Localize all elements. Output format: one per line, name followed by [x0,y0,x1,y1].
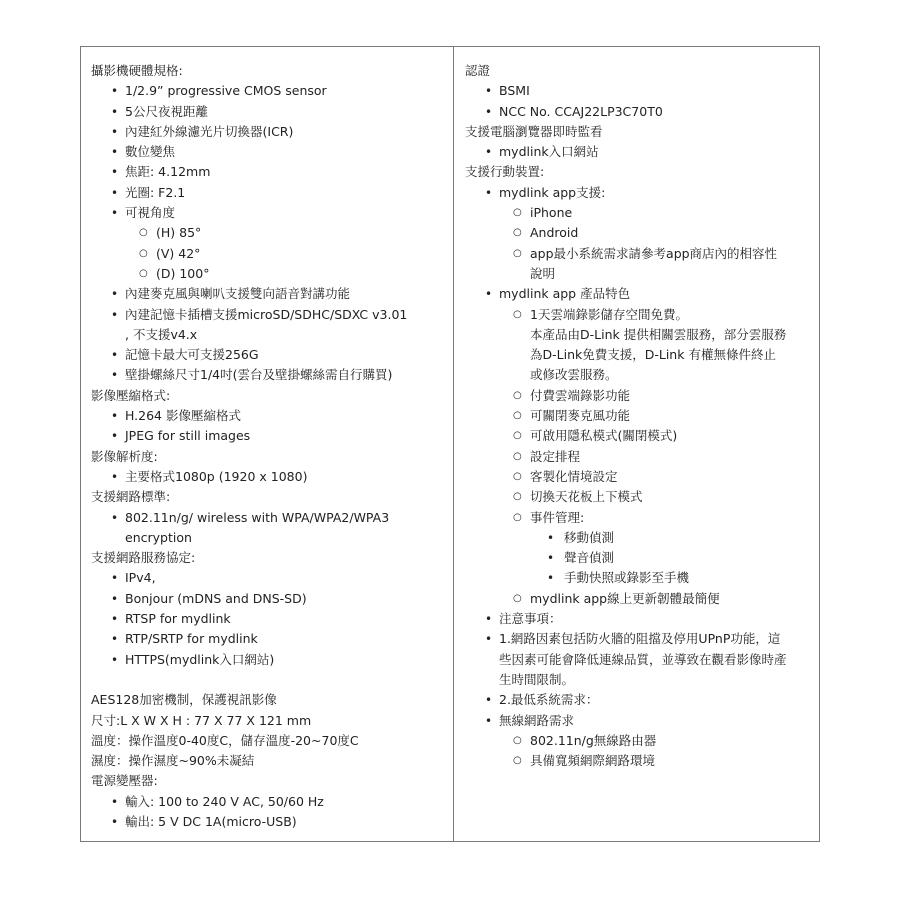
item-text: 主要格式1080p (1920 x 1080) [125,468,308,484]
item-text: 或修改雲服務。 [530,367,618,383]
list-item [465,629,813,649]
item-text: 可啟用隱私模式(關閉模式) [530,428,678,444]
item-text: 802.11n/g無線路由器 [530,732,657,748]
bullet-icon: • [111,206,119,221]
sub-list-item [465,751,813,771]
sub-list-item-continuation [465,365,813,385]
list-item [465,690,813,710]
item-text: 影像解析度: [91,448,158,464]
bullet-icon: • [111,632,119,647]
bullet-icon: • [111,368,119,383]
sub-list-item-continuation [465,325,813,345]
item-text: 客製化情境設定 [530,468,618,484]
bullet-icon: • [485,693,493,708]
sub-list-item [465,487,813,507]
sub-list-item [465,203,813,223]
bullet-icon: • [485,104,493,119]
item-text: 1.網路因素包括防火牆的阻擋及停用UPnP功能，這 [499,631,781,647]
item-text: 光圈: F2.1 [125,184,186,200]
item-text: 內建麥克風與喇叭支援雙向語音對講功能 [125,286,351,302]
item-text: 溫度：操作溫度0-40度C，儲存溫度-20~70度C [91,732,359,748]
item-text: 焦距: 4.12mm [125,164,211,180]
item-text: NCC No. CCAJ22LP3C70T0 [499,103,663,119]
list-item [91,365,449,385]
list-item [91,467,449,487]
spec-table [80,46,820,842]
item-text: JPEG for still images [125,428,251,444]
item-text: Bonjour (mDNS and DNS-SD) [125,590,307,606]
list-item [91,102,449,122]
bullet-icon: • [111,145,119,160]
right-spec-column [465,61,813,771]
list-item [91,589,449,609]
item-text: 具備寬頻網際網路環境 [530,753,656,769]
list-item [465,183,813,203]
bullet-icon: • [111,124,119,139]
item-text: 尺寸:L X W X H : 77 X 77 X 121 mm [91,712,312,728]
item-text: 付費雲端錄影功能 [530,387,631,403]
item-text: 1天雲端錄影儲存空間免費。 [530,306,688,322]
bullet-icon: • [111,348,119,363]
item-text: 影像壓縮格式: [91,387,171,403]
hollow-bullet-icon: ○ [513,450,522,462]
bullet-icon: • [485,145,493,160]
section-heading [91,690,449,710]
hollow-bullet-icon: ○ [513,389,522,401]
bullet-icon: • [485,713,493,728]
section-heading [91,548,449,568]
list-item [91,345,449,365]
item-text: (D) 100° [156,265,210,281]
bullet-icon: • [485,632,493,647]
sub-sub-list-item [465,568,813,588]
list-item [91,406,449,426]
item-text: 1/2.9” progressive CMOS sensor [125,83,327,99]
item-text: 攝影機硬體規格: [91,63,183,78]
item-text: 生時間限制。 [499,671,575,687]
sub-list-item [465,731,813,751]
bullet-icon: • [485,612,493,627]
item-text: Android [530,225,579,241]
item-text: 支援電腦瀏覽器即時監看 [465,123,603,139]
hollow-bullet-icon: ○ [513,430,522,442]
item-text: AES128加密機制，保護視訊影像 [91,692,277,708]
hollow-bullet-icon: ○ [513,511,522,523]
hollow-bullet-icon: ○ [513,207,522,219]
item-text: 為D-Link免費支援，D-Link 有權無條件終止 [530,347,776,363]
item-text: 聲音偵測 [564,550,615,566]
item-text: 移動偵測 [564,529,615,545]
list-item [91,792,449,812]
list-item [91,305,449,325]
list-item [465,284,813,304]
bullet-icon: • [547,530,555,545]
item-text: app最小系統需求請參考app商店內的相容性 [530,245,778,261]
item-text: 切換天花板上下模式 [530,489,643,505]
bullet-icon: • [111,510,119,525]
list-item [91,508,449,528]
column-divider [453,47,454,841]
list-item [465,711,813,731]
list-item-continuation [465,670,813,690]
hollow-bullet-icon: ○ [513,491,522,503]
item-text: 數位變焦 [125,144,176,160]
sub-list-item [465,406,813,426]
item-text: BSMI [499,83,530,99]
bullet-icon: • [111,287,119,302]
section-heading [91,447,449,467]
hollow-bullet-icon: ○ [513,470,522,482]
item-text: , 不支援v4.x [125,326,198,342]
sub-sub-list-item [465,548,813,568]
list-item [91,426,449,446]
item-text: 設定排程 [530,448,581,464]
list-item [465,142,813,162]
list-item [91,609,449,629]
item-text: mydlink app 產品特色 [499,286,631,302]
item-text: 內建記憶卡插槽支援microSD/SDHC/SDXC v3.01 [125,306,408,322]
bullet-icon: • [111,104,119,119]
list-item-continuation [465,650,813,670]
item-text: 注意事項： [499,611,562,627]
item-text: 些因素可能會降低連線品質，並導致在觀看影像時產 [499,651,787,667]
section-heading [91,711,449,731]
sub-list-item [465,244,813,264]
list-item [91,81,449,101]
list-item [91,162,449,182]
sub-list-item [465,223,813,243]
item-text: 輸出: 5 V DC 1A(micro-USB) [125,813,297,829]
sub-list-item [91,264,449,284]
bullet-icon: • [111,469,119,484]
bullet-icon: • [111,794,119,809]
item-text: encryption [125,529,192,545]
list-item [91,812,449,832]
bullet-icon: • [111,652,119,667]
item-text: 電源變壓器: [91,773,158,789]
section-heading [465,61,813,81]
section-heading [91,771,449,791]
sub-list-item [465,426,813,446]
item-text: 可關閉麥克風功能 [530,408,631,424]
list-item [91,568,449,588]
item-text: 認證 [465,63,491,78]
item-text: 手動快照或錄影至手機 [564,570,690,586]
item-text: 802.11n/g/ wireless with WPA/WPA2/WPA3 [125,509,390,525]
bullet-icon: • [111,429,119,444]
item-text: RTSP for mydlink [125,611,231,627]
item-text: (H) 85° [156,225,202,241]
bullet-icon: • [111,571,119,586]
hollow-bullet-icon: ○ [139,267,148,279]
list-item [91,183,449,203]
sub-list-item-continuation [465,264,813,284]
item-text: 2.最低系統需求： [499,692,599,708]
section-heading [91,61,449,81]
item-text: mydlink app線上更新韌體最簡便 [530,590,720,606]
sub-sub-list-item [465,528,813,548]
item-text: 記憶卡最大可支援256G [125,347,259,363]
item-text: 可視角度 [125,205,176,221]
sub-list-item [465,386,813,406]
item-text: 無線網路需求 [499,712,575,728]
section-heading [91,487,449,507]
list-item [91,203,449,223]
bullet-icon: • [111,84,119,99]
left-spec-column [91,61,449,832]
item-text: 支援網路標準: [91,489,171,505]
sub-list-item [465,508,813,528]
item-text: iPhone [530,205,573,221]
bullet-icon: • [485,287,493,302]
list-item [91,629,449,649]
list-item [91,142,449,162]
item-text: mydlink app支援: [499,184,606,200]
sub-list-item [465,589,813,609]
item-text: (V) 42° [156,245,201,261]
list-item [465,609,813,629]
item-text: 本產品由D-Link 提供相關雲服務，部分雲服務 [530,326,787,342]
bullet-icon: • [547,571,555,586]
blank-line [91,670,449,690]
bullet-icon: • [111,185,119,200]
hollow-bullet-icon: ○ [513,592,522,604]
hollow-bullet-icon: ○ [513,227,522,239]
list-item [465,81,813,101]
section-heading [91,731,449,751]
list-item-continuation [91,325,449,345]
item-text: 支援網路服務協定: [91,550,196,566]
item-text: 內建紅外線濾光片切換器(ICR) [125,123,294,139]
hollow-bullet-icon: ○ [513,247,522,259]
bullet-icon: • [547,551,555,566]
sub-list-item [91,244,449,264]
bullet-icon: • [485,84,493,99]
list-item [91,284,449,304]
item-text: 事件管理: [530,509,585,525]
section-heading [91,386,449,406]
hollow-bullet-icon: ○ [513,410,522,422]
section-heading [465,162,813,182]
hollow-bullet-icon: ○ [513,308,522,320]
bullet-icon: • [111,165,119,180]
list-item-continuation [91,528,449,548]
bullet-icon: • [485,185,493,200]
item-text: 輸入: 100 to 240 V AC, 50/60 Hz [125,793,324,809]
item-text: HTTPS(mydlink入口網站) [125,651,275,667]
bullet-icon: • [111,814,119,829]
sub-list-item [465,305,813,325]
list-item [465,102,813,122]
bullet-icon: • [111,307,119,322]
list-item [91,122,449,142]
sub-list-item-continuation [465,345,813,365]
bullet-icon: • [111,409,119,424]
item-text: RTP/SRTP for mydlink [125,631,258,647]
sub-list-item [91,223,449,243]
hollow-bullet-icon: ○ [513,734,522,746]
list-item [91,650,449,670]
item-text: 濕度：操作濕度~90%未凝結 [91,753,255,769]
hollow-bullet-icon: ○ [139,227,148,239]
sub-list-item [465,447,813,467]
item-text: 說明 [530,265,556,281]
sub-list-item [465,467,813,487]
item-text: 5公尺夜視距離 [125,103,208,119]
hollow-bullet-icon: ○ [139,247,148,259]
item-text: 支援行動裝置: [465,164,545,180]
bullet-icon: • [111,591,119,606]
item-text: mydlink入口網站 [499,144,599,160]
item-text: H.264 影像壓縮格式 [125,408,241,424]
item-text: IPv4, [125,570,156,586]
hollow-bullet-icon: ○ [513,755,522,767]
section-heading [465,122,813,142]
bullet-icon: • [111,612,119,627]
item-text: 壁掛螺絲尺寸1/4吋(雲台及壁掛螺絲需自行購買) [125,367,393,383]
section-heading [91,751,449,771]
